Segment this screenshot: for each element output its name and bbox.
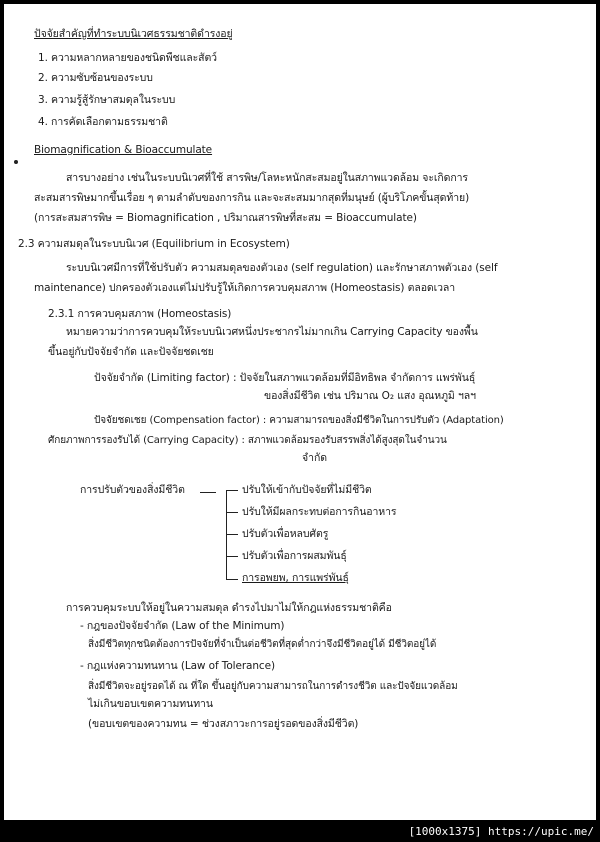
margin-dot <box>14 160 18 164</box>
heading-equilibrium: 2.3 ความสมดุลในระบบนิเวศ (Equilibrium in Ecosystem) <box>18 238 290 250</box>
heading-biomagnification: Biomagnification & Bioaccumulate <box>34 144 213 156</box>
factor-item-4: 4. การคัดเลือกตามธรรมชาติ <box>38 116 168 128</box>
adaptation-item-5: การอพยพ, การแพร่พันธุ์ <box>242 572 349 584</box>
adaptation-item-1: ปรับให้เข้ากับปัจจัยที่ไม่มีชีวิต <box>242 484 372 496</box>
bracket-spine <box>226 490 227 580</box>
bracket-tick-1 <box>226 490 238 491</box>
bracket-tick-5 <box>226 579 238 580</box>
para-biomag-2: สะสมสารพิษมากขึ้นเรื่อย ๆ ตามลำดับของการกิน และจะสะสมมากสุดที่มนุษย์ (ผู้บริโภคขั้นสุดท้าย) <box>34 192 470 204</box>
bracket-tick-3 <box>226 534 238 535</box>
limiting-factor-examples: ของสิ่งมีชีวิต เช่น ปริมาณ O₂ แสง อุณหภูมิ ฯลฯ <box>264 390 476 402</box>
para-equilibrium-2: maintenance) ปกครองตัวเองแต่ไม่ปรับรู้ให้เกิดการควบคุมสภาพ (Homeostasis) ตลอดเวลา <box>34 282 456 294</box>
factor-item-1: 1. ความหลากหลายของชนิดพืชและสัตว์ <box>38 52 217 64</box>
carrying-capacity-def: ศักยภาพการรองรับได้ (Carrying Capacity) : สภาพแวดล้อมรองรับสรรพสิ่งได้สูงสุดในจำนวน <box>48 435 447 446</box>
bracket-tick-4 <box>226 556 238 557</box>
compensation-factor-def: ปัจจัยชดเชย (Compensation factor) : ความสามารถของสิ่งมีชีวิตในการปรับตัว (Adaptation) <box>94 415 504 426</box>
para-biomag-3: (การสะสมสารพิษ = Biomagnification , ปริมาณสารพิษที่สะสม = Bioaccumulate) <box>34 212 417 224</box>
limiting-factor-def: ปัจจัยจำกัด (Limiting factor) : ปัจจัยในสภาพแวดล้อมที่มีอิทธิพล จำกัดการ แพร่พันธุ์ <box>94 372 476 384</box>
heading-homeostasis: 2.3.1 การควบคุมสภาพ (Homeostasis) <box>48 308 232 320</box>
law-of-minimum-text: สิ่งมีชีวิตทุกชนิดต้องการปัจจัยที่จำเป็นต่อชีวิตที่สุดต่ำกว่าจึงมีชีวิตอยู่ได้ มีชีวิตอยู่ได้ <box>88 639 437 650</box>
bracket-tick-2 <box>226 512 238 513</box>
law-of-tolerance-text-1: สิ่งมีชีวิตจะอยู่รอดได้ ณ ที่ใด ขึ้นอยู่กับความสามารถในการดำรงชีวิต และปัจจัยแวดล้อม <box>88 681 458 692</box>
adaptation-heading: การปรับตัวของสิ่งมีชีวิต <box>80 484 185 496</box>
para-biomag-1: สารบางอย่าง เช่นในระบบนิเวศที่ใช้ สารพิษ/โลหะหนักสะสมอยู่ในสภาพแวดล้อม จะเกิดการ <box>66 172 468 184</box>
factor-item-2: 2. ความซับซ้อนของระบบ <box>38 72 153 84</box>
para-laws-intro: การควบคุมระบบให้อยู่ในความสมดุล ดำรงไปมาไม่ให้กฎแห่งธรรมชาติคือ <box>66 602 392 614</box>
adaptation-item-4: ปรับตัวเพื่อการผสมพันธุ์ <box>242 550 347 562</box>
carrying-capacity-cont: จำกัด <box>302 452 327 464</box>
para-equilibrium-1: ระบบนิเวศมีการที่ใช้ปรับตัว ความสมดุลของตัวเอง (self regulation) และรักษาสภาพตัวเอง (self <box>66 262 498 274</box>
bracket-stem <box>200 492 216 493</box>
handwritten-notes-page <box>4 4 596 820</box>
adaptation-item-3: ปรับตัวเพื่อหลบศัตรู <box>242 528 329 540</box>
heading-factors: ปัจจัยสำคัญที่ทำระบบนิเวศธรรมชาติดำรงอยู่ <box>34 28 233 40</box>
law-of-minimum-heading: - กฎของปัจจัยจำกัด (Law of the Minimum) <box>80 620 285 632</box>
para-homeostasis-1: หมายความว่าการควบคุมให้ระบบนิเวศหนึ่งประชากรไม่มากเกิน Carrying Capacity ของพื้น <box>66 326 478 338</box>
image-size-watermark: [1000x1375] https://upic.me/ <box>408 825 594 838</box>
law-of-tolerance-text-2: ไม่เกินขอบเขตความทนทาน <box>88 698 213 710</box>
factor-item-3: 3. ความรู้สู้รักษาสมดุลในระบบ <box>38 94 176 106</box>
law-of-tolerance-note: (ขอบเขตของความทน = ช่วงสภาวะการอยู่รอดของสิ่งมีชีวิต) <box>88 718 359 730</box>
adaptation-item-2: ปรับให้มีผลกระทบต่อการกินอาหาร <box>242 506 397 518</box>
para-homeostasis-2: ขึ้นอยู่กับปัจจัยจำกัด และปัจจัยชดเชย <box>48 346 214 358</box>
law-of-tolerance-heading: - กฎแห่งความทนทาน (Law of Tolerance) <box>80 660 275 672</box>
